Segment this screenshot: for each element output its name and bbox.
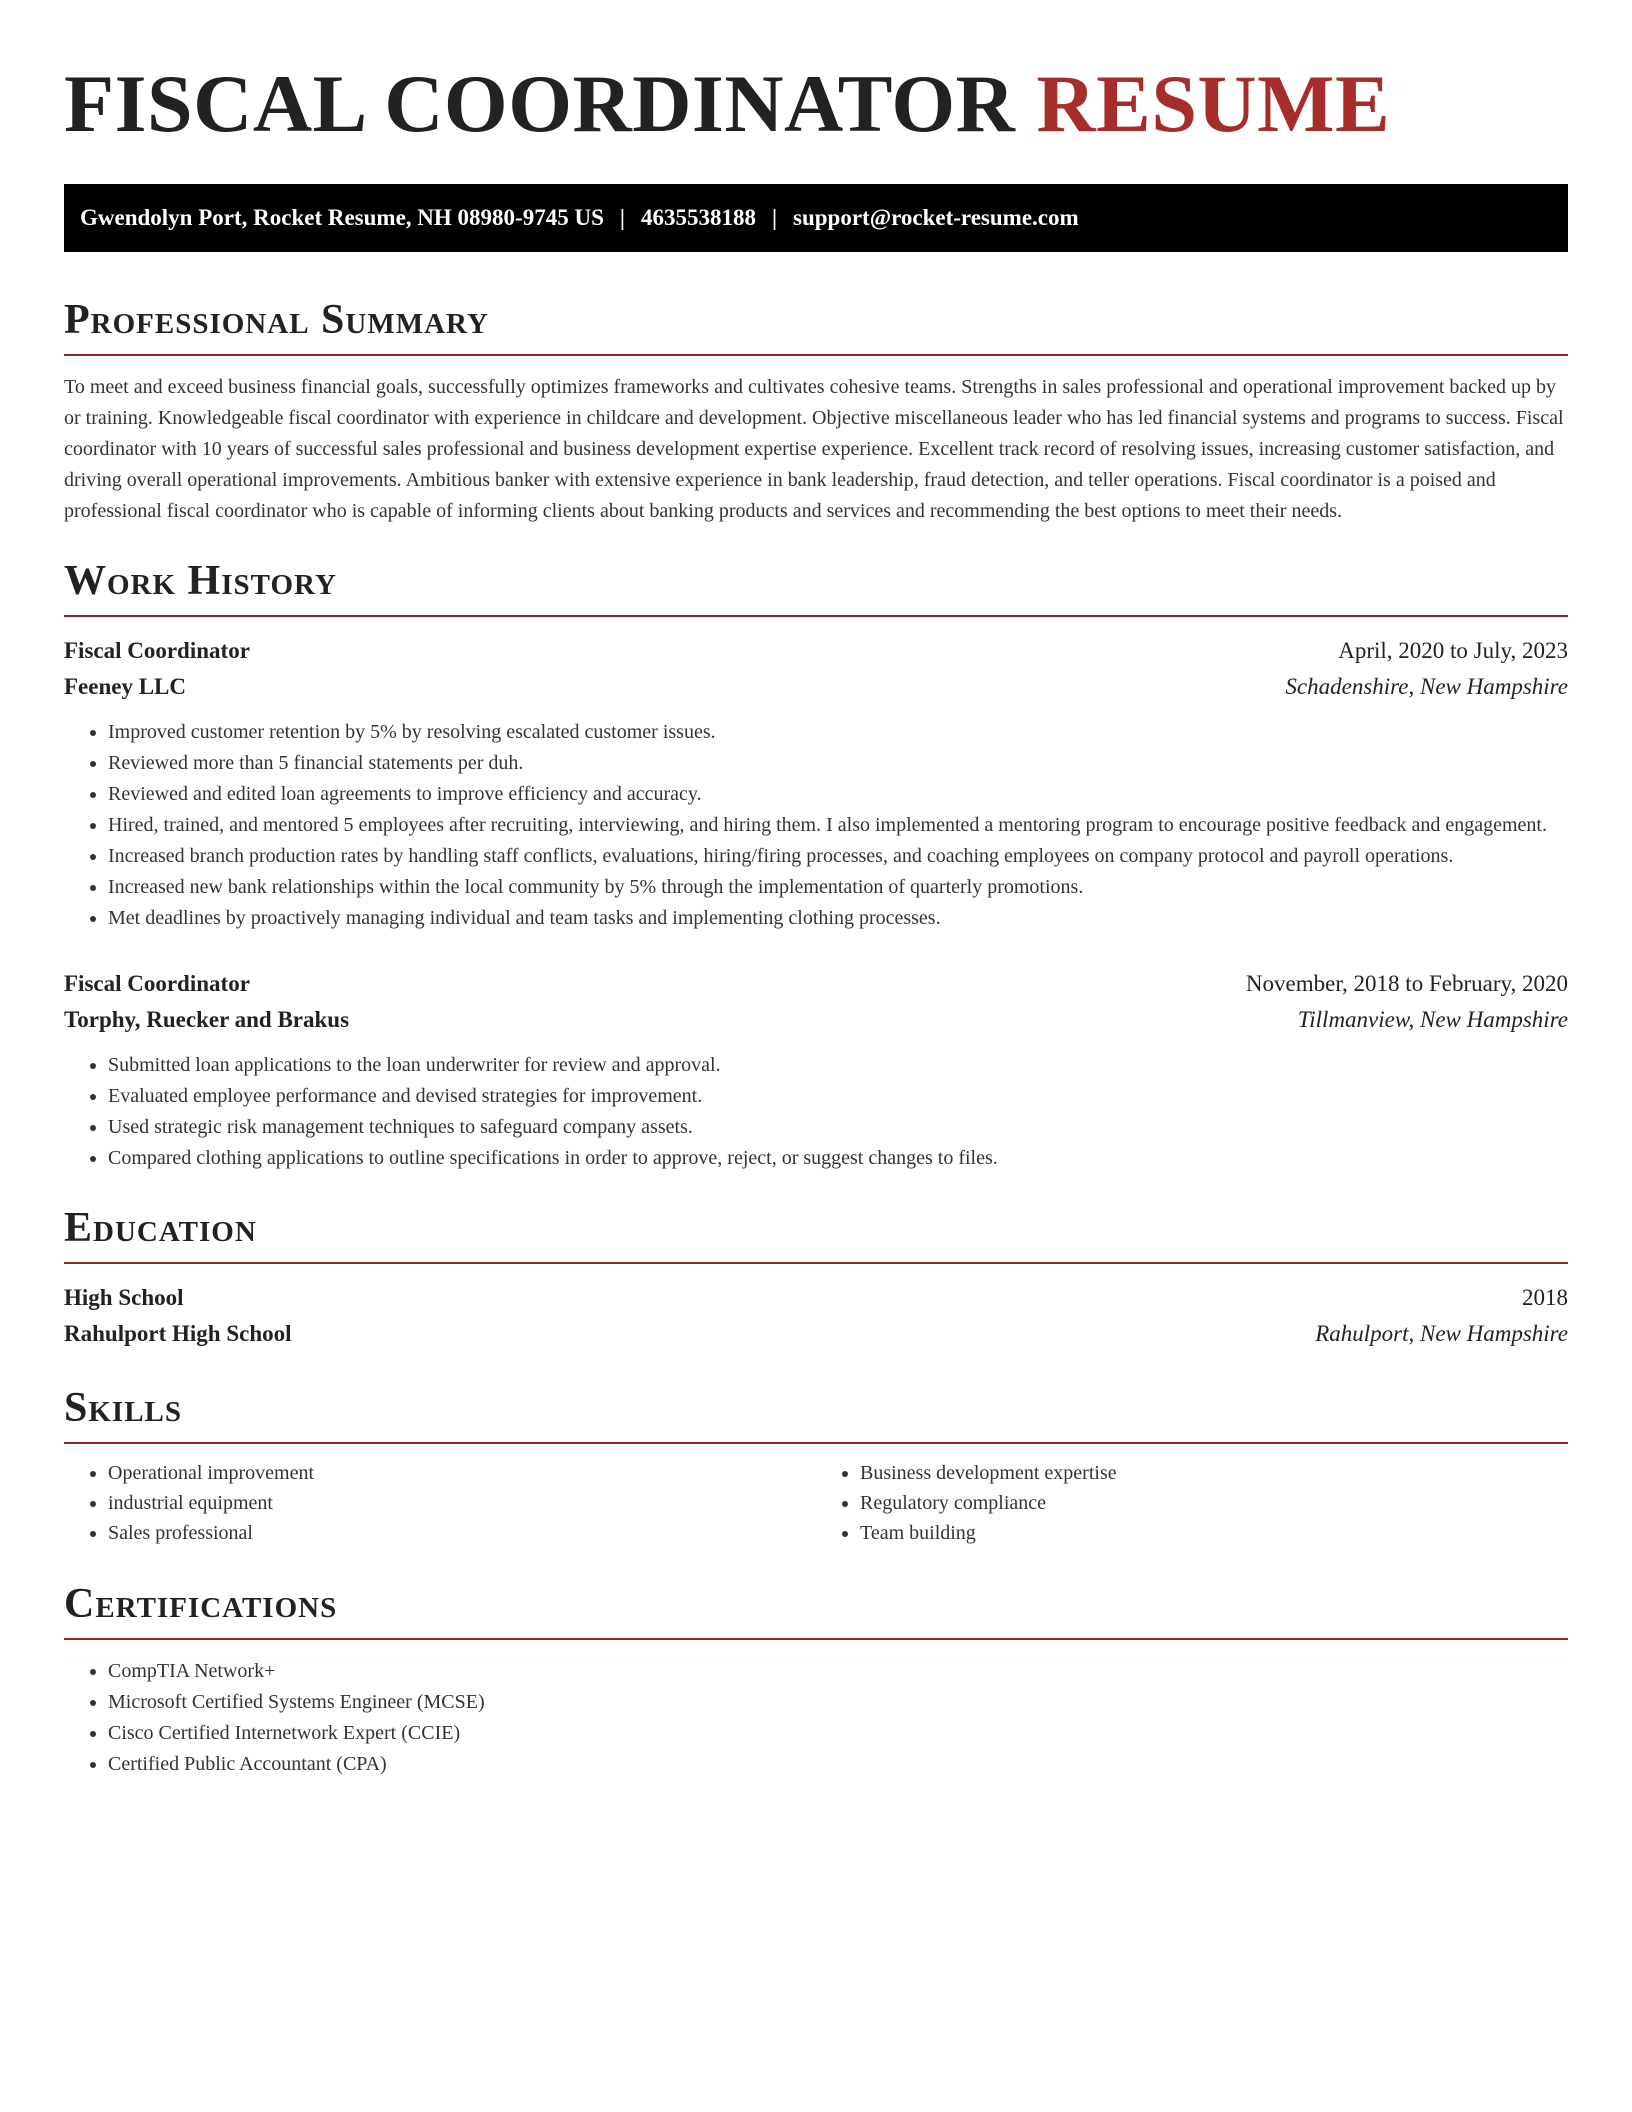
- resume-page: [64, 0, 1568, 1780]
- job-bullets: [64, 717, 1568, 934]
- contact-separator: |: [619, 205, 625, 230]
- job-bullet: • Compared clothing applications to outline specifications in order to approve, reject, or suggest changes to files.: [108, 1143, 1568, 1174]
- skills-section: [64, 1384, 1568, 1548]
- job-bullet: • Reviewed more than 5 financial statements per duh.: [108, 748, 1568, 779]
- job-dates: November, 2018 to February, 2020: [1245, 971, 1568, 996]
- education-school: Rahulport High School: [64, 1321, 292, 1346]
- title-main: FISCAL COORDINATOR: [64, 58, 1016, 149]
- job-title: Fiscal Coordinator: [64, 971, 250, 996]
- skill-item: • Sales professional: [108, 1518, 816, 1548]
- skill-item: • industrial equipment: [108, 1488, 816, 1518]
- skill-item: • Regulatory compliance: [860, 1488, 1568, 1518]
- contact-bar: [64, 184, 1568, 252]
- education-location: Rahulport, New Hampshire: [1315, 1321, 1568, 1346]
- job-bullet: • Reviewed and edited loan agreements to improve efficiency and accuracy.: [108, 779, 1568, 810]
- job-bullet: • Submitted loan applications to the loan underwriter for review and approval.: [108, 1050, 1568, 1081]
- job-bullet: • Increased branch production rates by handling staff conflicts, evaluations, hiring/firing processes, and coaching employees on company protocol and payroll operations.: [108, 841, 1568, 872]
- job-company: Torphy, Ruecker and Brakus: [64, 1007, 350, 1032]
- job-dates: April, 2020 to July, 2023: [1338, 638, 1568, 663]
- skills-column-right: [816, 1458, 1568, 1548]
- job-bullet: • Used strategic risk management techniques to safeguard company assets.: [108, 1112, 1568, 1143]
- education-degree: High School: [64, 1285, 184, 1310]
- summary-section: [64, 296, 1568, 527]
- contact-separator: |: [771, 205, 778, 230]
- skills-grid: [64, 1458, 1568, 1548]
- job-bullet: • Hired, trained, and mentored 5 employees after recruiting, interviewing, and hiring them. I also implemented a mentoring program to encourage positive feedback and engagement.: [108, 810, 1568, 841]
- certification-item: • CompTIA Network+: [108, 1656, 1568, 1687]
- certifications-list: [64, 1656, 1568, 1780]
- certification-item: • Microsoft Certified Systems Engineer (MCSE): [108, 1687, 1568, 1718]
- contact-address: Gwendolyn Port, Rocket Resume, NH 08980-9745 US: [80, 205, 604, 230]
- skills-column-left: [64, 1458, 816, 1548]
- resume-title: [64, 58, 1568, 150]
- work-history-section: [64, 557, 1568, 1174]
- skills-heading: Skills: [64, 1384, 1568, 1444]
- skill-item: • Team building: [860, 1518, 1568, 1548]
- job-title: Fiscal Coordinator: [64, 638, 250, 663]
- job-company: Feeney LLC: [64, 674, 187, 699]
- job-bullet: • Evaluated employee performance and devised strategies for improvement.: [108, 1081, 1568, 1112]
- job-location: Tillmanview, New Hampshire: [1297, 1007, 1568, 1032]
- job-entry: [64, 633, 1568, 934]
- certifications-heading: Certifications: [64, 1580, 1568, 1640]
- job-entry: [64, 966, 1568, 1174]
- title-accent: RESUME: [1036, 58, 1391, 149]
- skill-item: • Operational improvement: [108, 1458, 816, 1488]
- summary-text: To meet and exceed business financial goals, successfully optimizes frameworks and cultivates cohesive teams. Strengths in sales professional and operational improvement backed up by or training. Knowledgeable fiscal coordinator with experience in childcare and development. Objective miscellaneous leader who has led financial systems and programs to success. Fiscal coordinator with 10 years of successful sales professional and business development expertise experience. Excellent track record of resolving issues, increasing customer satisfaction, and driving overall operational improvements. Ambitious banker with extensive experience in bank leadership, fraud detection, and teller operations. Fiscal coordinator is a poised and professional fiscal coordinator who is capable of informing clients about banking products and services and recommending the best options to meet their needs.: [64, 376, 1564, 522]
- certification-item: • Certified Public Accountant (CPA): [108, 1749, 1568, 1780]
- work-history-heading: Work History: [64, 557, 1568, 617]
- skill-item: • Business development expertise: [860, 1458, 1568, 1488]
- education-heading: Education: [64, 1204, 1568, 1264]
- job-bullet: • Increased new bank relationships within the local community by 5% through the implementation of quarterly promotions.: [108, 872, 1568, 903]
- job-bullet: • Met deadlines by proactively managing individual and team tasks and implementing clothing processes.: [108, 903, 1568, 934]
- contact-phone: 4635538188: [640, 205, 756, 230]
- certification-item: • Cisco Certified Internetwork Expert (CCIE): [108, 1718, 1568, 1749]
- contact-email: support@rocket-resume.com: [793, 205, 1079, 230]
- education-year: 2018: [1522, 1285, 1568, 1310]
- certifications-section: [64, 1580, 1568, 1780]
- education-section: [64, 1204, 1568, 1352]
- education-entry: [64, 1280, 1568, 1352]
- job-bullets: [64, 1050, 1568, 1174]
- summary-heading: Professional Summary: [64, 296, 1568, 356]
- job-location: Schadenshire, New Hampshire: [1285, 674, 1568, 699]
- job-bullet: • Improved customer retention by 5% by resolving escalated customer issues.: [108, 717, 1568, 748]
